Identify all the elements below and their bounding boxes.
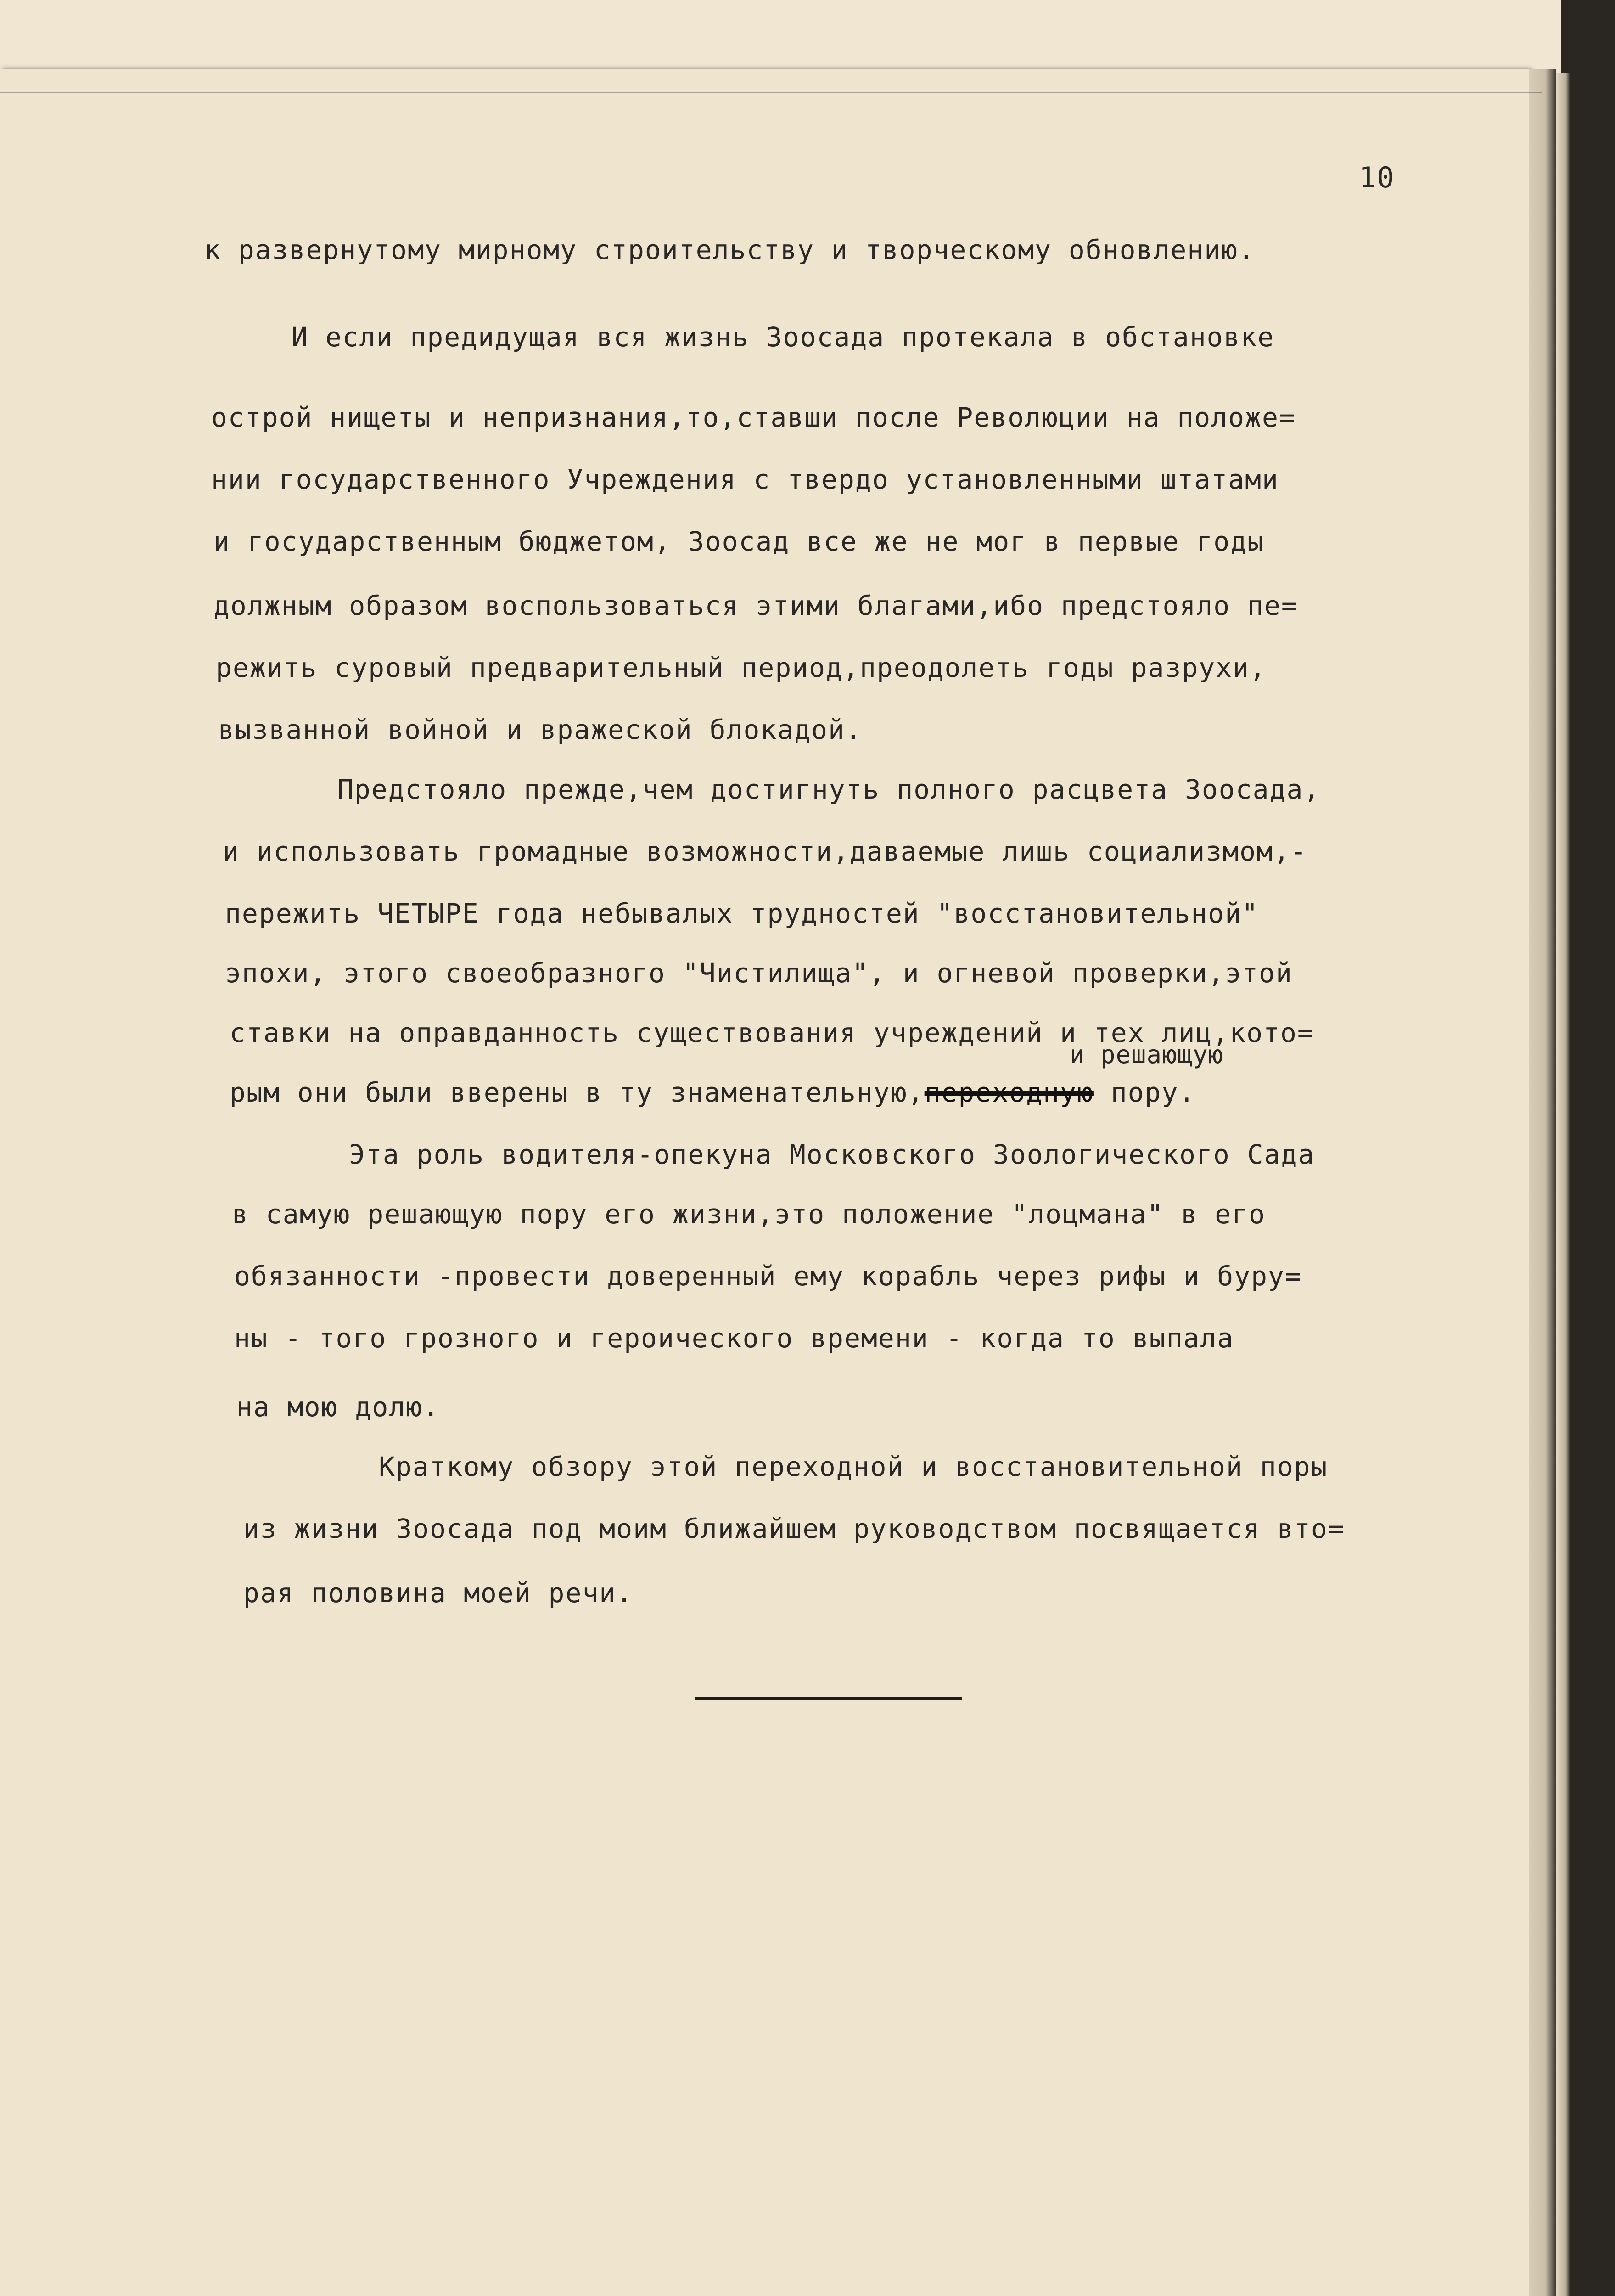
page-number: 10 — [1359, 161, 1395, 194]
text-line: должным образом воспользоваться этими благами,ибо предстояло пе= — [213, 590, 1298, 621]
text-line: на мою долю. — [236, 1391, 440, 1423]
text-line: обязанности -провести доверенный ему корабль через рифы и буру= — [234, 1261, 1302, 1292]
handwritten-insertion: и решающую — [1070, 1040, 1224, 1069]
page-edge-back — [1556, 73, 1570, 2296]
text-line: Краткому обзору этой переходной и восстановительной поры — [379, 1451, 1328, 1482]
text-segment: пору. — [1093, 1077, 1196, 1108]
struck-out-word: переходную — [924, 1077, 1094, 1108]
text-line: нии государственного Учреждения с твердо установленными штатами — [211, 464, 1279, 495]
sheet-edge-line — [0, 92, 1542, 93]
page-edge — [1529, 69, 1556, 2296]
text-line: и использовать громадные возможности,даваемые лишь социализмом,- — [223, 836, 1307, 867]
closing-separator-line — [695, 1697, 962, 1700]
text-line: и государственным бюджетом, Зоосад все же не мог в первые годы — [213, 526, 1264, 557]
text-line: пережить ЧЕТЫРЕ года небывалых трудностей "восстановительной" — [225, 898, 1259, 929]
text-line: режить суровый предварительный период,преодолеть годы разрухи, — [216, 652, 1267, 683]
text-line: ны - того грозного и героического времени - когда то выпала — [234, 1322, 1234, 1354]
text-line: рая половина моей речи. — [243, 1577, 634, 1609]
text-line: Эта роль водителя-опекуна Московского Зоологического Сада — [349, 1139, 1315, 1170]
text-line: И если предидущая вся жизнь Зоосада протекала в обстановке — [292, 321, 1275, 353]
text-line: вызванной войной и вражеской блокадой. — [218, 714, 862, 745]
text-line-with-correction — [230, 1077, 1195, 1108]
text-line: в самую решающую пору его жизни,это положение "лоцмана" в его — [232, 1199, 1266, 1230]
text-line: эпохи, этого своеобразного "Чистилища", и огневой проверки,этой — [225, 957, 1293, 989]
text-line: Предстояло прежде,чем достигнуть полного расцвета Зоосада, — [337, 774, 1321, 805]
text-line: острой нищеты и непризнания,то,ставши после Революции на положе= — [211, 402, 1296, 433]
text-line: к развернутому мирному строительству и творческому обновлению. — [204, 234, 1255, 265]
text-segment: рым они были вверены в ту знаменательную, — [230, 1077, 925, 1108]
text-line: из жизни Зоосада под моим ближайшем руководством посвящается вто= — [243, 1513, 1345, 1544]
text-line: ставки на оправданность существования учреждений и тех лиц,кото= — [230, 1017, 1314, 1048]
